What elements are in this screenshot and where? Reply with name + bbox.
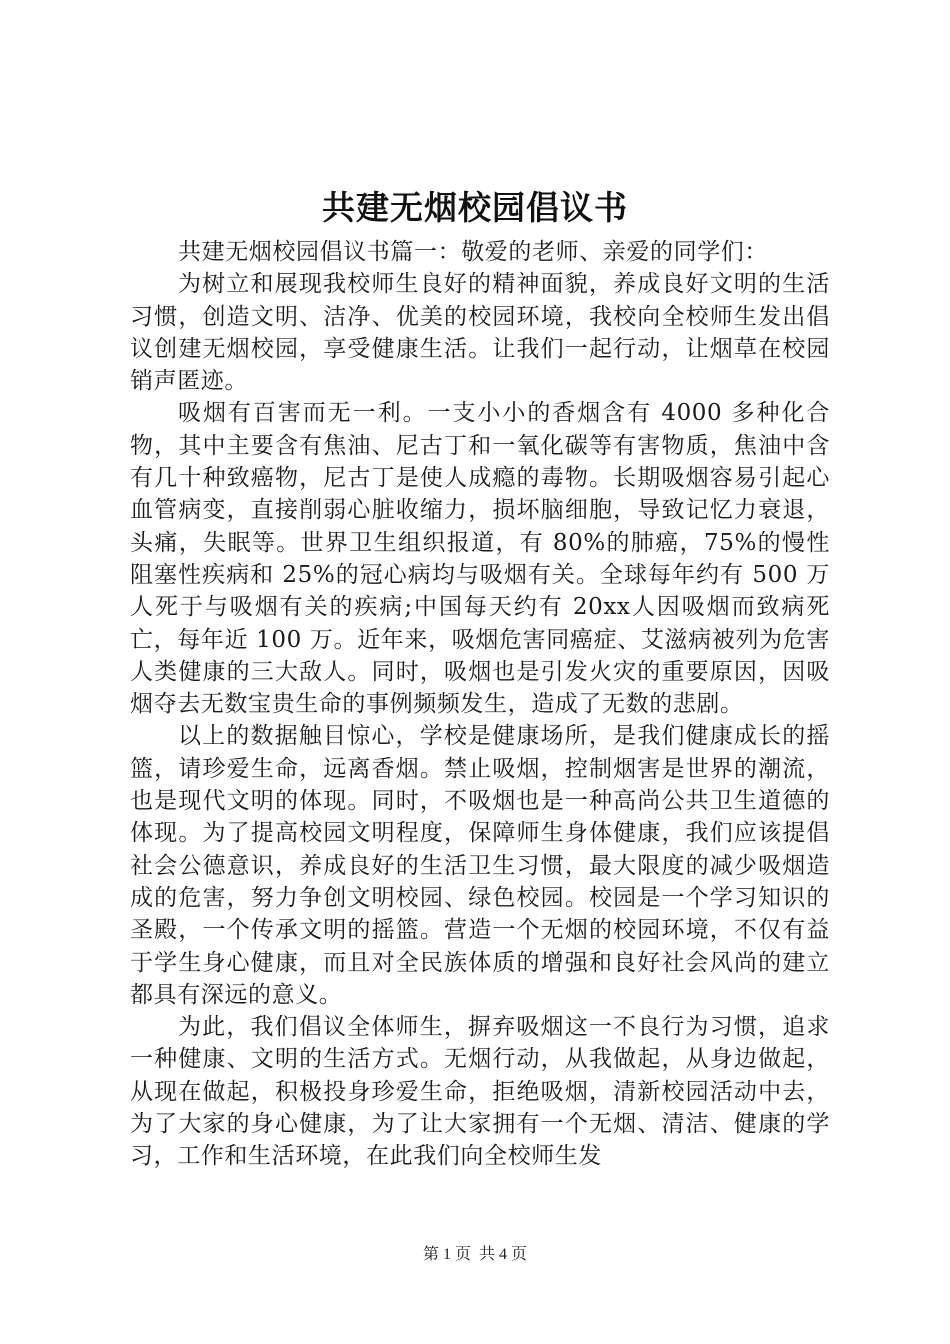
document-title: 共建无烟校园倡议书 (322, 188, 628, 227)
body-paragraph: 为树立和展现我校师生良好的精神面貌，养成良好文明的生活习惯，创造文明、洁净、优美的校园环境，我校向全校师生发出倡议创建无烟校园，享受健康生活。让我们一起行动，让烟草在校园销声匿迹。 (130, 271, 830, 395)
intro-paragraph: 共建无烟校园倡议书篇一：敬爱的老师、亲爱的同学们： (178, 239, 768, 265)
body-paragraph: 吸烟有百害而无一利。一支小小的香烟含有 4000 多种化合物，其中主要含有焦油、尼古丁和一氧化碳等有害物质，焦油中含有几十种致癌物，尼古丁是使人成瘾的毒物。长期吸烟容易引起心血管病变，直接削弱心脏收缩力，损坏脑细胞，导致记忆力衰退，头痛，失眠等。世界卫生组织报道，有 80%的肺癌，75%的慢性阻塞性疾病和 25%的冠心病均与吸烟有关。全球每年约有 500 万人死于与吸烟有关的疾病;中国每天约有 20xx人因吸烟而致病死亡，每年近 100 万。近年来，吸烟危害同癌症、艾滋病被列为危害人类健康的三大敌人。同时，吸烟也是引发火灾的重要原因，因吸烟夺去无数宝贵生命的事例频频发生，造成了无数的悲剧。 (130, 400, 830, 718)
page-footer (0, 1244, 950, 1266)
body-paragraph: 为此，我们倡议全体师生，摒弃吸烟这一不良行为习惯，追求一种健康、文明的生活方式。无烟行动，从我做起，从身边做起，从现在做起，积极投身珍爱生命，拒绝吸烟，清新校园活动中去，为了大家的身心健康，为了让大家拥有一个无烟、清洁、健康的学习，工作和生活环境，在此我们向全校师生发 (130, 1014, 830, 1170)
page-number: 第 1 页 (422, 1246, 471, 1263)
body-paragraph: 以上的数据触目惊心，学校是健康场所，是我们健康成长的摇篮，请珍爱生命，远离香烟。禁止吸烟，控制烟害是世界的潮流，也是现代文明的体现。同时，不吸烟也是一种高尚公共卫生道德的体现。为了提高校园文明程度，保障师生身体健康，我们应该提倡社会公德意识，养成良好的生活卫生习惯，最大限度的减少吸烟造成的危害，努力争创文明校园、绿色校园。校园是一个学习知识的圣殿，一个传承文明的摇篮。营造一个无烟的校园环境，不仅有益于学生身心健康，而且对全民族体质的增强和良好社会风尚的建立都具有深远的意义。 (130, 723, 830, 1008)
page-total: 共 4 页 (479, 1246, 528, 1263)
document-body (130, 236, 830, 1173)
